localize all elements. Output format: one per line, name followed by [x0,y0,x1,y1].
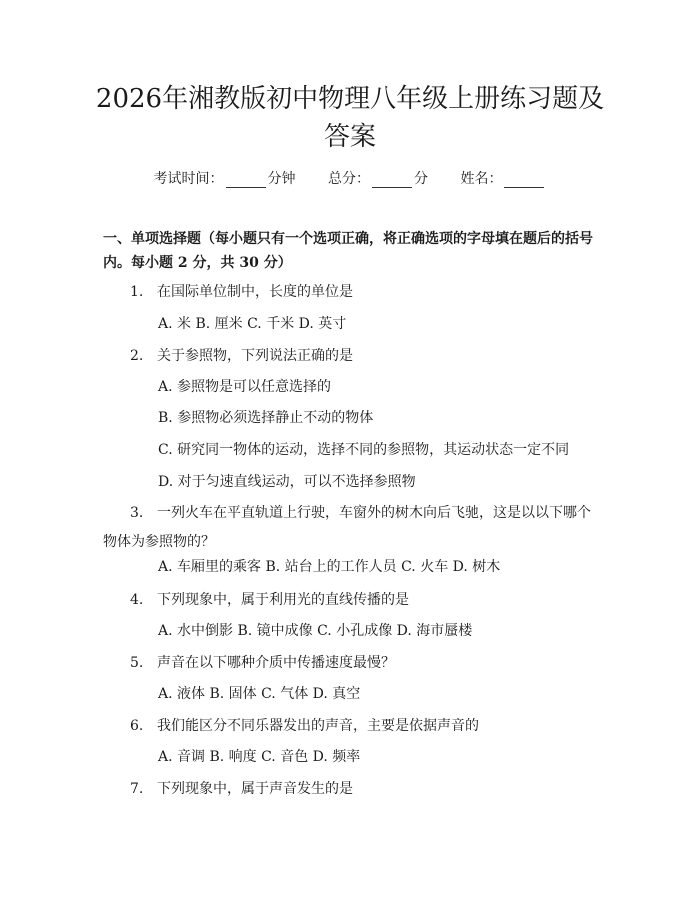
question-text: 声音在以下哪种介质中传播速度最慢？ [157,655,395,671]
score-blank[interactable] [372,186,412,188]
question-6-options: A. 音调 B. 响度 C. 音色 D. 频率 [158,749,361,765]
score-label: 总分： [328,171,370,187]
name-blank[interactable] [504,186,544,188]
question-5 [130,652,395,674]
section-heading: 一、单项选择题（每小题只有一个选项正确，将正确选项的字母填在题后的括号内。每小题 2 分，共 30 分） [103,231,593,271]
question-number: 6. [130,718,144,734]
name-label: 姓名： [460,171,503,187]
time-label: 考试时间： [153,171,224,187]
score-field [328,171,428,187]
question-1 [130,281,353,303]
question-number: 7. [130,781,144,797]
question-text: 关于参照物，下列说法正确的是 [157,348,353,364]
time-unit: 分钟 [267,171,296,187]
question-number: 1. [130,284,144,300]
time-blank[interactable] [226,186,266,188]
question-text: 下列现象中，属于声音发生的是 [157,781,353,797]
question-number: 2. [130,348,144,364]
question-4-options: A. 水中倒影 B. 镜中成像 C. 小孔成像 D. 海市蜃楼 [158,623,473,639]
question-text: 在国际单位制中，长度的单位是 [157,284,353,300]
question-text: 一列火车在平直轨道上行驶，车窗外的树木向后飞驰，这是以以下哪个物体为参照物的？ [103,505,591,550]
score-unit: 分 [414,171,428,187]
question-1-options: A. 米 B. 厘米 C. 千米 D. 英寸 [158,316,347,332]
question-2-option-b: B. 参照物必须选择静止不动的物体 [158,410,374,426]
question-6 [130,715,479,737]
question-3-options: A. 车厢里的乘客 B. 站台上的工作人员 C. 火车 D. 树木 [158,559,501,575]
question-2-option-a: A. 参照物是可以任意选择的 [158,379,332,395]
question-2-option-d: D. 对于匀速直线运动，可以不选择参照物 [158,474,416,490]
question-2 [130,345,353,367]
page-title: 2026年湘教版初中物理八年级上册练习题及答案 [95,84,605,152]
question-2-option-c: C. 研究同一物体的运动，选择不同的参照物，其运动状态一定不同 [158,442,570,458]
question-5-options: A. 液体 B. 固体 C. 气体 D. 真空 [158,686,361,702]
name-field [460,171,546,187]
question-4 [130,589,409,611]
question-number: 3. [130,505,144,521]
question-text: 下列现象中，属于利用光的直线传播的是 [157,592,409,608]
question-number: 5. [130,655,144,671]
question-3 [103,499,598,557]
time-field [154,171,296,187]
question-7 [130,778,353,800]
question-text: 我们能区分不同乐器发出的声音，主要是依据声音的 [157,718,479,734]
question-number: 4. [130,592,144,608]
exam-meta [0,168,700,188]
